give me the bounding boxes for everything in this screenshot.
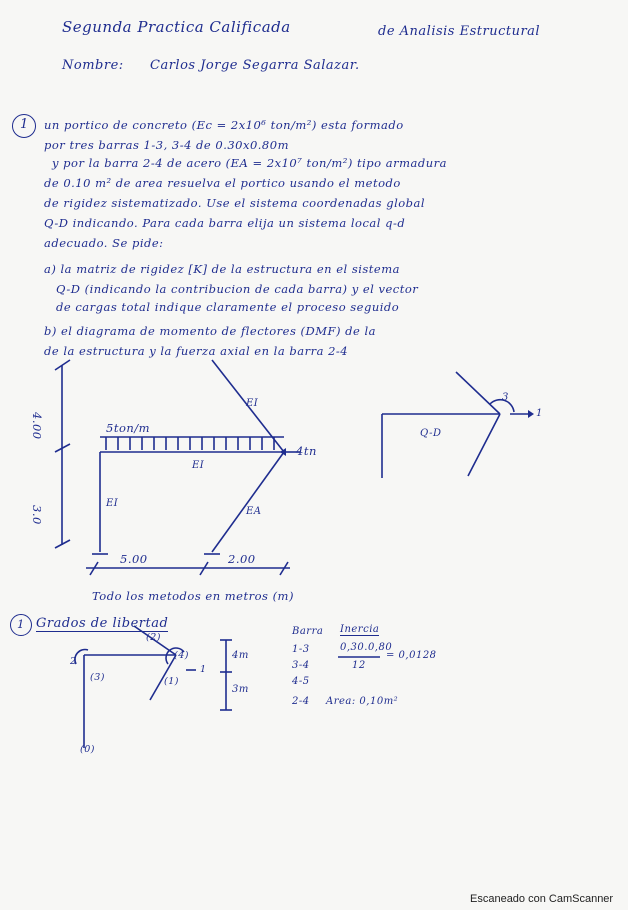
problem-line-7: adecuado. Se pide:: [44, 236, 164, 250]
inclined-member-ea: [212, 452, 284, 552]
table-bar-4: 2-4: [292, 696, 310, 707]
name-value: Carlos Jorge Segarra Salazar.: [150, 58, 360, 73]
dof-label-4: (4): [174, 650, 189, 661]
distributed-load-label: 5ton/m: [106, 421, 151, 435]
member-label-beam: EI: [192, 460, 205, 471]
member-label-inclined-bottom: EA: [246, 506, 262, 517]
inertia-numerator: 0,30.0,80: [340, 642, 393, 653]
part-a-line-1: a) la matriz de rigidez [K] de la estructura en el sistema: [44, 262, 400, 276]
qd-system-label: Q-D: [420, 428, 442, 439]
assignment-title: Segunda Practica Calificada: [62, 18, 291, 36]
height-top-label: 4.00: [30, 412, 44, 440]
problem-line-5: de rigidez sistematizado. Use el sistema coordenadas global: [44, 196, 426, 210]
problem-line-3: y por la barra 2-4 de acero (EA = 2x10⁷ ton/m²) tipo armadura: [52, 156, 447, 170]
part-b-line-1: b) el diagrama de momento de flectores (DMF) de la: [44, 324, 377, 338]
height-bottom-label: 3.0: [30, 505, 44, 525]
table-bar-3: 4-5: [292, 676, 310, 687]
problem-line-2: por tres barras 1-3, 3-4 de 0.30x0.80m: [44, 138, 289, 152]
dof-node-2: 2: [70, 656, 77, 667]
inertia-denominator: 12: [352, 660, 366, 671]
units-note: Todo los metodos en metros (m): [92, 589, 294, 603]
problem-line-6: Q-D indicando. Para cada barra elija un sistema local q-d: [44, 216, 406, 230]
area-label: Area: 0,10m²: [326, 696, 399, 707]
horizontal-load-label: 4tn: [296, 444, 317, 458]
table-bar-2: 3-4: [292, 660, 310, 671]
span-right-label: 2.00: [228, 552, 256, 566]
solution-number: 1: [17, 617, 25, 631]
inertia-result: = 0,0128: [386, 650, 437, 661]
solution-number-circle: [10, 614, 32, 636]
qd-arrowhead: [528, 410, 534, 418]
part-a-line-2: Q-D (indicando la contribucion de cada barra) y el vector: [56, 282, 419, 296]
member-label-inclined-top: EI: [246, 398, 259, 409]
assignment-subtitle: de Analisis Estructural: [378, 24, 541, 39]
qd-inclined-bottom: [468, 414, 500, 476]
qd-rotation-label: 3: [502, 392, 509, 403]
scanner-watermark: Escaneado con CamScanner: [470, 893, 614, 905]
dof-label-1-paren: (1): [164, 676, 179, 687]
table-bar-1: 1-3: [292, 644, 310, 655]
dof-dim-4m: 4m: [232, 650, 249, 661]
dof-node-1: 1: [200, 664, 207, 675]
dof-heading: Grados de libertad: [36, 616, 169, 631]
dof-bottom-label: (0): [80, 744, 95, 755]
member-label-column: EI: [106, 498, 119, 509]
table-header-bar: Barra: [292, 626, 324, 637]
problem-line-1: un portico de concreto (Ec = 2x10⁶ ton/m²) esta formado: [44, 118, 404, 132]
span-left-label: 5.00: [120, 552, 148, 566]
qd-dof-label: 1: [536, 408, 543, 419]
name-label: Nombre:: [62, 58, 124, 73]
dof-dim-3m: 3m: [232, 684, 249, 695]
qd-inclined-top: [456, 372, 500, 414]
load-arrows: [106, 437, 274, 450]
part-a-line-3: de cargas total indique claramente el proceso seguido: [56, 300, 400, 314]
dof-label-2-paren: (2): [146, 632, 161, 643]
problem-number: 1: [20, 117, 29, 132]
table-header-inertia: Inercia: [340, 624, 380, 635]
part-b-line-2: de la estructura y la fuerza axial en la barra 2-4: [44, 344, 349, 358]
problem-line-4: de 0.10 m² de area resuelva el portico usando el metodo: [44, 176, 401, 190]
dof-label-3: (3): [90, 672, 105, 683]
